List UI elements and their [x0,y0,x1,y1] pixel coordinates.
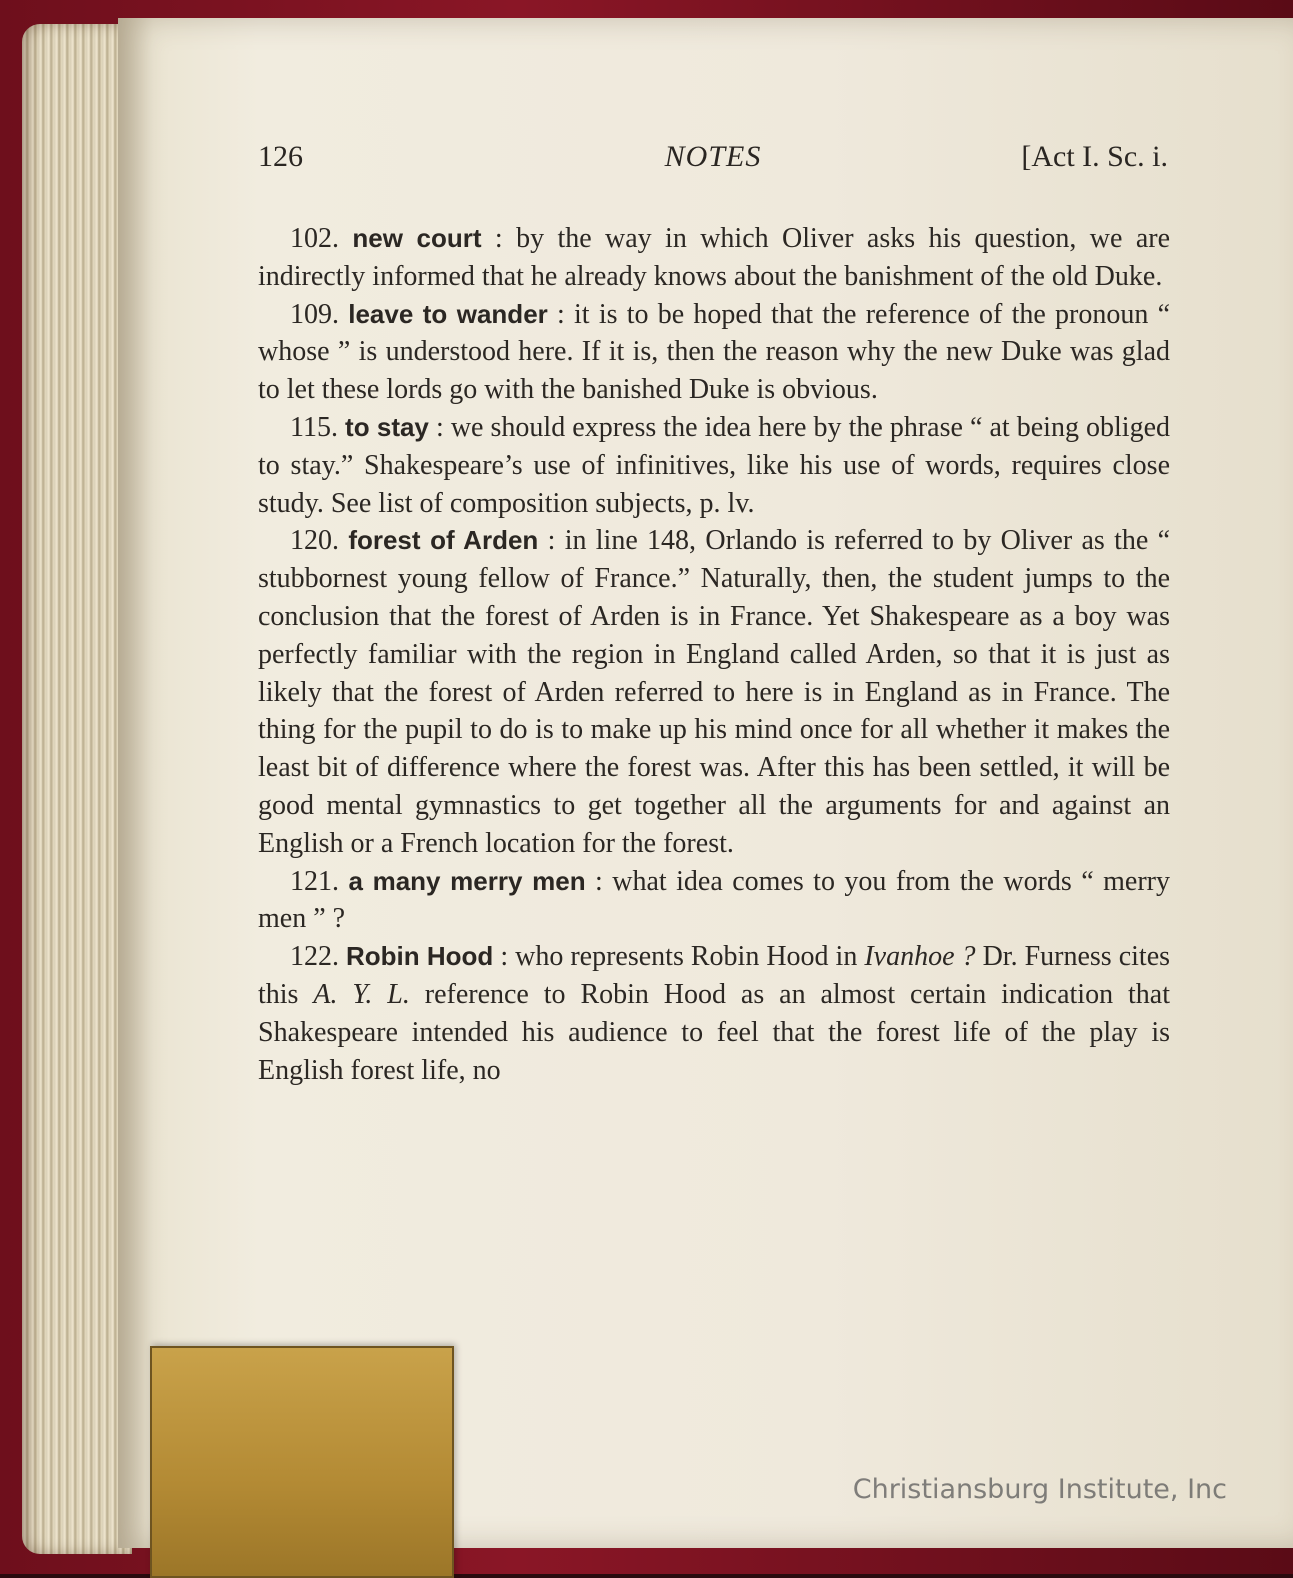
note-122: 122. Robin Hood : who represents Robin Hood in Ivanhoe ? Dr. Furness cites this A. Y. L. reference to Robin Hood as an almost certain indication that Shakespeare intended his audience to feel that the forest life of the play is English forest life, no [258,941,1171,1086]
note-text: we should express the idea here by the phrase “ at being obliged to stay.” Shakespeare’s use of infinitives, like his use of words, requires close study. See list of composition subjects, p. lv. [258,411,1170,519]
watermark: Christiansburg Institute, Inc [852,1474,1227,1505]
running-title: NOTES [664,140,762,173]
page-number: 126 [258,140,303,173]
note-text: what idea comes to you from the words “ merry men ” ? [258,865,1170,935]
running-head [258,140,1168,186]
notes-body [258,220,1170,1089]
note-lemma: a many merry men [348,865,586,896]
note-number: 121. [290,865,339,897]
note-number: 120. [290,525,339,557]
note-text: reference to Robin Hood as an almost certain indication that Shakespeare intended his audience to feel that the forest life of the play is English forest life, no [258,978,1170,1086]
note-number: 115. [290,411,338,443]
note-number: 109. [290,298,339,330]
section-reference: [Act I. Sc. i. [1021,140,1168,173]
note-text: it is to be hoped that the reference of the pronoun “ whose ” is understood here. If it is, then the reason why the new Duke was glad to let these lords go with the banished Duke is obvious. [258,298,1171,406]
note-lemma: leave to wander [348,298,548,329]
note-number: 122. [290,941,339,973]
page-edges [22,24,132,1554]
note-text: in line 148, Orlando is referred to by Oliver as the “ stubbornest young fellow of France.” Naturally, then, the student jumps to the conclusion that the forest of Arden is in France. Yet Shakespeare as a boy was perfectly familiar with the region in England called Arden, so that it is just as likely that the forest of Arden referred to here is in England as in France. The thing for the pupil to do is to make up his mind once for all whether it makes the least bit of difference where the forest was. After this has been settled, it will be good mental gymnastics to get together all the arguments for and against an English or a French location for the forest. [258,525,1171,859]
bookmark-tab [150,1346,454,1578]
italic-reference: A. Y. L. [313,978,410,1010]
note-lemma: new court [352,223,482,253]
note-115: 115. to stay : we should express the idea here by the phrase “ at being obliged to stay.” Shakespeare’s use of infinitives, like his use of words, requires close study. See list of composition subjects, p. lv. [258,411,1170,519]
note-109: 109. leave to wander : it is to be hoped that the reference of the pronoun “ whose ” is understood here. If it is, then the reason why the new Duke was glad to let these lords go with the banished Duke is obvious. [258,298,1171,406]
note-lemma: Robin Hood [346,941,494,972]
note-120: 120. forest of Arden : in line 148, Orlando is referred to by Oliver as the “ stubbornest young fellow of France.” Naturally, then, the student jumps to the conclusion that the forest of Arden is in France. Yet Shakespeare as a boy was perfectly familiar with the region in England called Arden, so that it is just as likely that the forest of Arden referred to here is in England as in France. The thing for the pupil to do is to make up his mind once for all whether it makes the least bit of difference where the forest was. After this has been settled, it will be good mental gymnastics to get together all the arguments for and against an English or a French location for the forest. [258,525,1171,859]
note-lemma: to stay [345,411,429,442]
note-text: who represents Robin Hood in [515,941,865,973]
note-text: Dr. Furness cites this [258,941,1171,1010]
note-102: 102. new court : by the way in which Oliver asks his question, we are indirectly informed that he already knows about the banishment of the old Duke. [258,223,1171,292]
note-121: 121. a many merry men : what idea comes to you from the words “ merry men ” ? [258,865,1170,935]
note-text: by the way in which Oliver asks his question, we are indirectly informed that he already knows about the banishment of the old Duke. [258,223,1171,292]
italic-title: Ivanhoe ? [864,941,976,973]
note-number: 102. [290,223,339,254]
note-lemma: forest of Arden [348,525,539,556]
